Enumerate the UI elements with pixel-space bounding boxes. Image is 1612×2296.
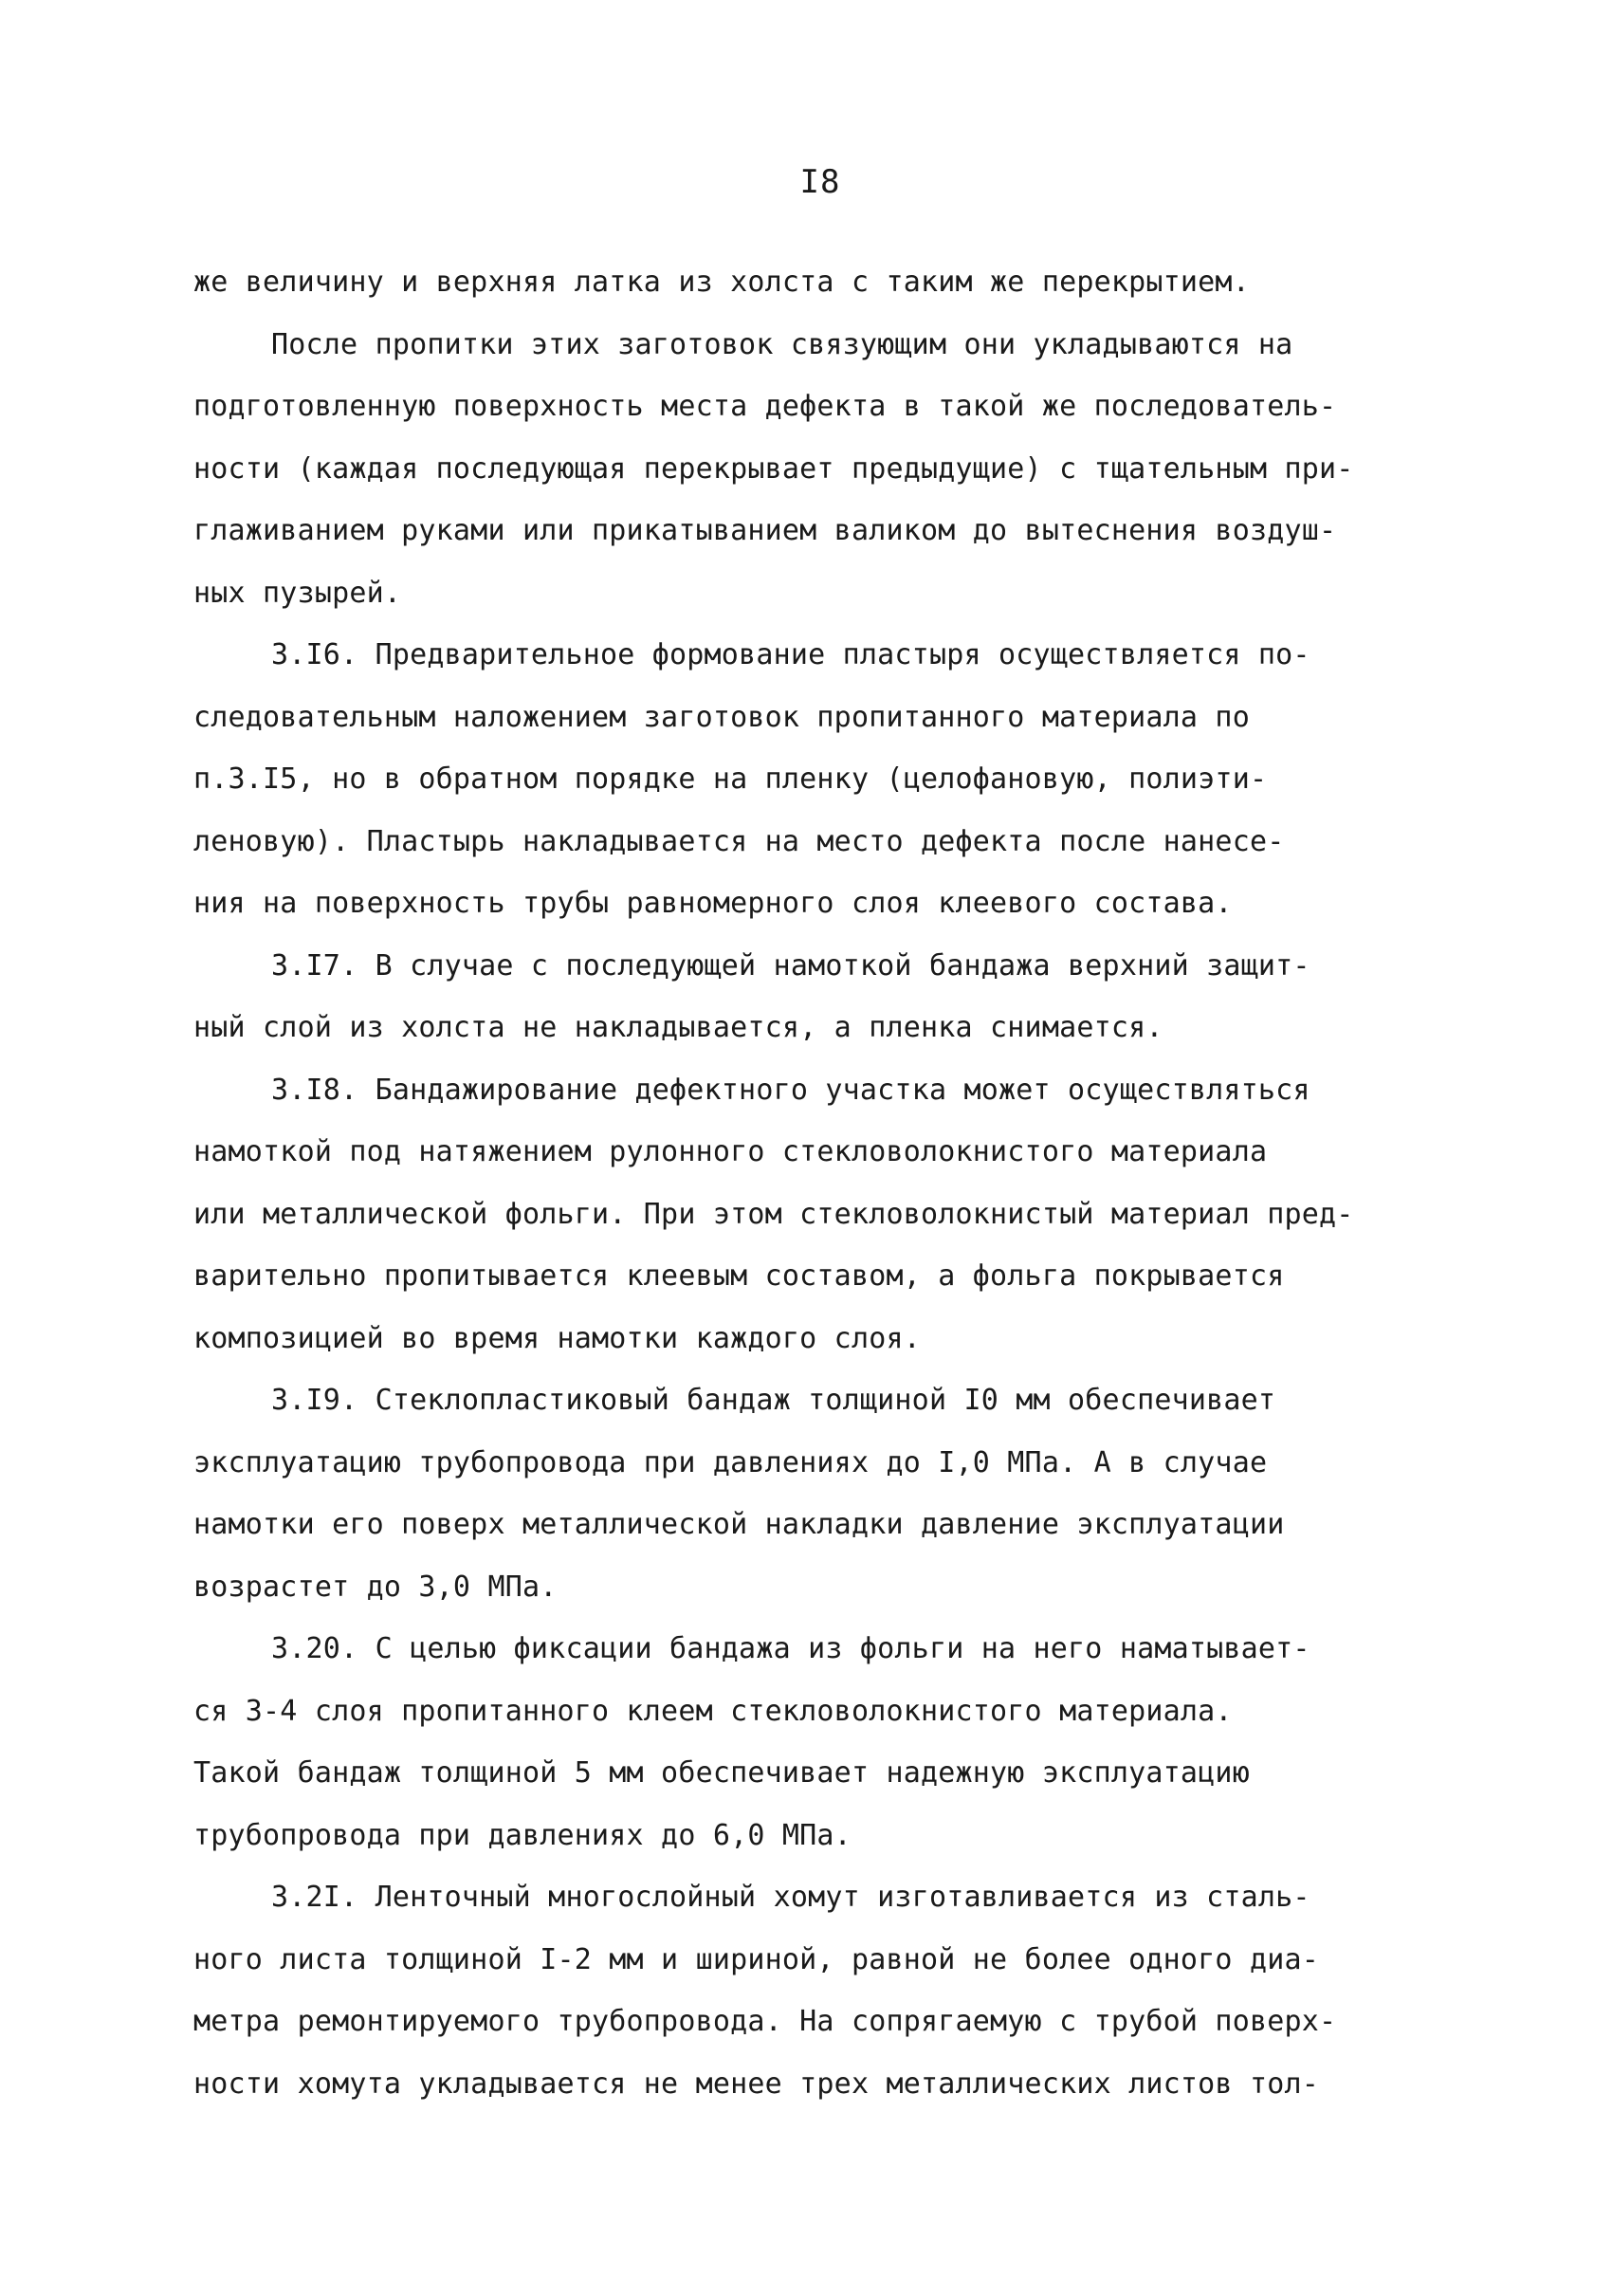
text-line: ный слой из холста не накладывается, а пленка снимается. [193,1011,1163,1044]
text-line: трубопровода при давлениях до 6,0 МПа. [193,1818,852,1852]
text-line: п.3.I5, но в обратном порядке на пленку (целофановую, полиэти- [193,762,1268,796]
section-3-21-line: 3.2I. Ленточный многослойный хомут изготавливается из сталь- [271,1881,1310,1914]
body-text [193,251,1455,2115]
text-line: эксплуатацию трубопровода при давлениях до I,0 МПа. А в случае [193,1445,1268,1479]
text-line: леновую). Пластырь накладывается на место дефекта после нанесе- [193,824,1285,858]
text-line: же величину и верхняя латка из холста с таким же перекрытием. [193,266,1250,299]
text-line: возрастет до 3,0 МПа. [193,1570,558,1604]
section-3-17-line: 3.I7. В случае с последующей намоткой бандажа верхний защит- [271,948,1310,983]
text-line: ности хомута укладывается не менее трех металлических листов тол- [193,2066,1319,2101]
text-line: ного листа толщиной I-2 мм и шириной, равной не более одного диа- [193,1942,1319,1976]
text-line: метра ремонтируемого трубопровода. На сопрягаемую с трубой поверх- [193,2005,1337,2038]
text-line: подготовленную поверхность места дефекта в такой же последователь- [193,390,1337,423]
text-line: глаживанием руками или прикатыванием валиком до вытеснения воздуш- [193,514,1337,547]
section-3-16-line: 3.I6. Предварительное формование пластыря осуществляется по- [271,638,1310,671]
text-line: ния на поверхность трубы равномерного слоя клеевого состава. [193,887,1233,920]
text-line: или металлической фольги. При этом стекловолокнистый материал пред- [193,1197,1354,1231]
text-line: ных пузырей. [193,576,402,610]
text-line: варительно пропитывается клеевым составом, а фольга покрывается [193,1259,1285,1293]
text-line: намоткой под натяжением рулонного стекловолокнистого материала [193,1135,1268,1168]
paragraph-start-line: После пропитки этих заготовок связующим они укладываются на [271,327,1293,361]
section-3-19-line: 3.I9. Стеклопластиковый бандаж толщиной I0 мм обеспечивает [271,1384,1276,1417]
section-3-20-line: 3.20. С целью фиксации бандажа из фольги на него наматывает- [271,1632,1310,1665]
text-line: Такой бандаж толщиной 5 мм обеспечивает надежную эксплуатацию [193,1756,1250,1790]
page-number: I8 [799,163,841,201]
text-line: композицией во время намотки каждого слоя. [193,1321,921,1355]
text-line: намотки его поверх металлической накладки давление эксплуатации [193,1508,1285,1541]
text-line: следовательным наложением заготовок пропитанного материала по [193,700,1250,734]
section-3-18-line: 3.I8. Бандажирование дефектного участка может осуществляться [271,1073,1310,1107]
text-line: ности (каждая последующая перекрывает предыдущие) с тщательным при- [193,451,1354,486]
text-line: ся 3-4 слоя пропитанного клеем стекловолокнистого материала. [193,1694,1233,1728]
